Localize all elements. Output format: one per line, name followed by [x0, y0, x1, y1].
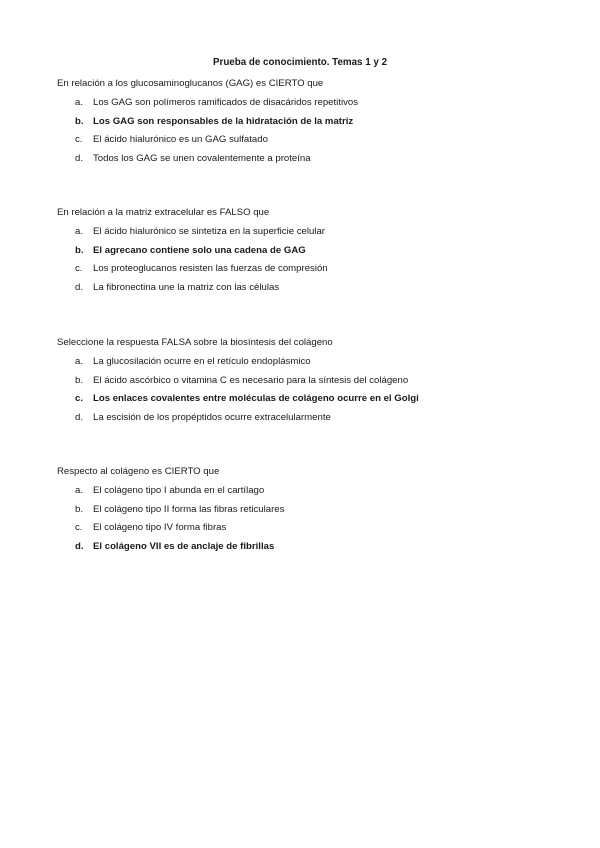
option-text: El colágeno tipo II forma las fibras reticulares — [93, 503, 285, 515]
option-text: La glucosilación ocurre en el retículo endoplásmico — [93, 356, 311, 367]
option-letter: a. — [75, 226, 84, 237]
option-letter: c. — [75, 134, 83, 145]
option-text: Todos los GAG se unen covalentemente a proteína — [93, 152, 311, 164]
option-c — [57, 262, 557, 276]
option-letter: b. — [75, 503, 84, 515]
option-d-correct — [57, 540, 557, 554]
option-text: El ácido hialurónico se sintetiza en la superficie celular — [93, 226, 325, 237]
question-stem: Seleccione la respuesta FALSA sobre la biosíntesis del colágeno — [57, 337, 333, 348]
option-letter: c. — [75, 263, 83, 274]
option-text: El ácido ascórbico o vitamina C es necesario para la síntesis del colágeno — [93, 374, 409, 386]
option-letter: d. — [75, 152, 84, 164]
option-text: Los proteoglucanos resisten las fuerzas de compresión — [93, 263, 328, 274]
document-title: Prueba de conocimiento. Temas 1 y 2 — [212, 57, 388, 68]
option-letter: b. — [75, 244, 84, 256]
option-text: La fibronectina une la matriz con las células — [93, 281, 280, 293]
question-1 — [57, 77, 557, 170]
option-text: Los enlaces covalentes entre moléculas de colágeno ocurre en el Golgi — [93, 393, 419, 404]
option-a — [57, 355, 557, 369]
option-a — [57, 225, 557, 239]
option-d — [57, 411, 557, 425]
option-text: El colágeno tipo IV forma fibras — [93, 522, 227, 533]
option-letter: a. — [75, 485, 84, 496]
option-list — [57, 225, 557, 295]
option-list — [57, 96, 557, 166]
option-a — [57, 484, 557, 498]
option-letter: d. — [75, 281, 84, 293]
option-text: El colágeno tipo I abunda en el cartílago — [93, 485, 265, 496]
option-letter: c. — [75, 522, 83, 533]
option-text: El colágeno VII es de anclaje de fibrillas — [93, 540, 275, 552]
option-d — [57, 152, 557, 166]
question-stem: Respecto al colágeno es CIERTO que — [57, 466, 220, 477]
question-4 — [57, 465, 557, 558]
option-letter: a. — [75, 97, 84, 108]
option-b — [57, 374, 557, 388]
option-list — [57, 355, 557, 425]
option-c-correct — [57, 392, 557, 406]
option-letter: a. — [75, 356, 84, 367]
option-text: La escisión de los propéptidos ocurre extracelularmente — [93, 411, 331, 423]
option-letter: d. — [75, 411, 84, 423]
option-b-correct — [57, 244, 557, 258]
option-text: Los GAG son polímeros ramificados de disacáridos repetitivos — [93, 97, 359, 108]
option-letter: b. — [75, 374, 84, 386]
option-list — [57, 484, 557, 554]
option-c — [57, 521, 557, 535]
question-2 — [57, 206, 557, 299]
option-letter: d. — [75, 540, 84, 552]
question-stem: En relación a la matriz extracelular es FALSO que — [57, 207, 270, 218]
question-stem: En relación a los glucosaminoglucanos (GAG) es CIERTO que — [57, 78, 324, 89]
question-3 — [57, 336, 557, 429]
option-d — [57, 281, 557, 295]
option-text: Los GAG son responsables de la hidratación de la matriz — [93, 115, 354, 127]
option-letter: c. — [75, 393, 84, 404]
option-b — [57, 503, 557, 517]
option-a — [57, 96, 557, 110]
option-letter: b. — [75, 115, 84, 127]
option-text: El ácido hialurónico es un GAG sulfatado — [93, 134, 268, 145]
option-c — [57, 133, 557, 147]
option-b-correct — [57, 115, 557, 129]
option-text: El agrecano contiene solo una cadena de GAG — [93, 244, 306, 256]
